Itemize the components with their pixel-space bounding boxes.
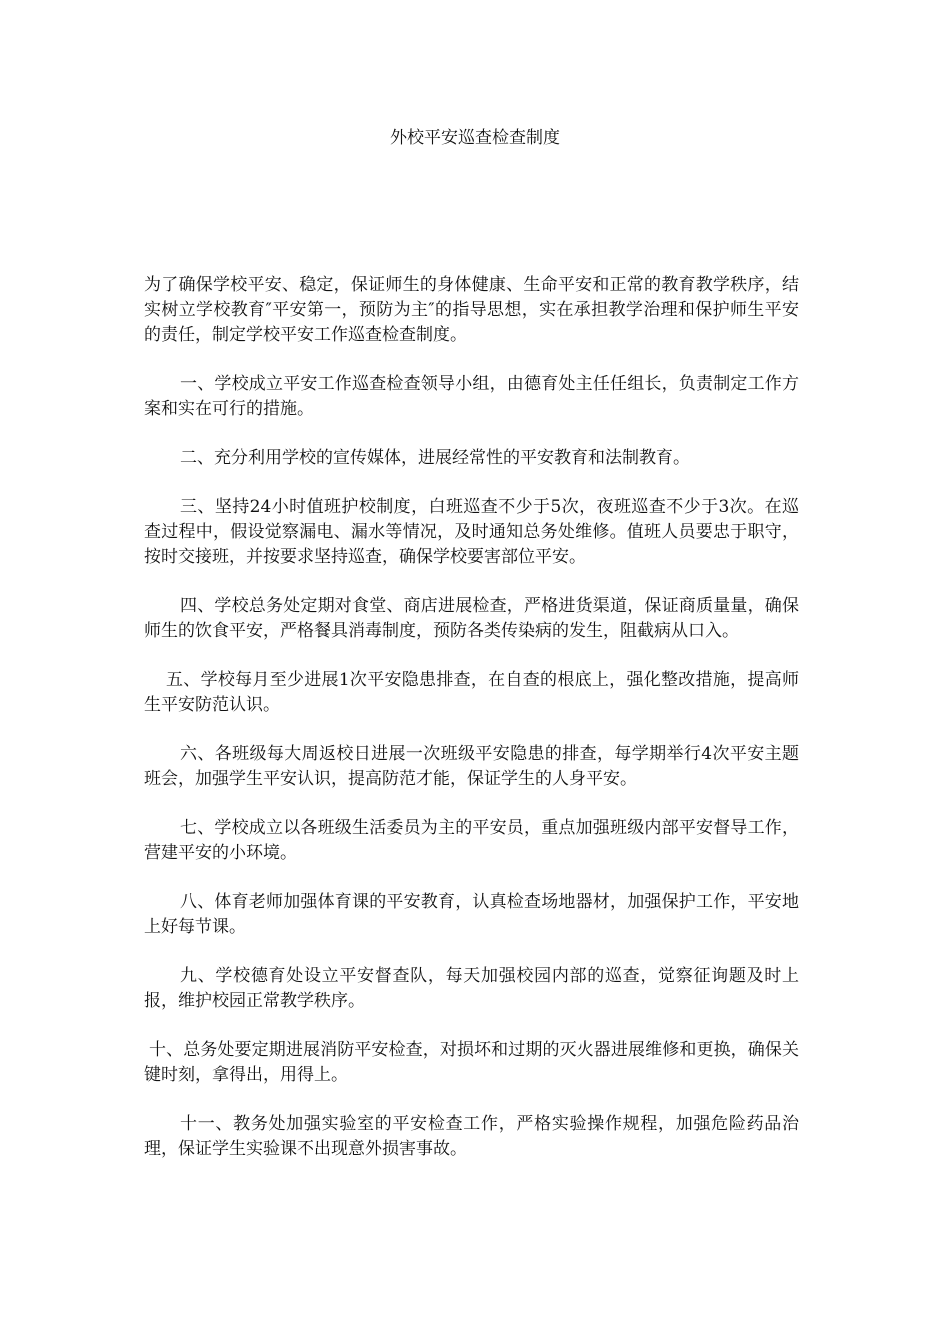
item-paragraph-5: 五、学校每月至少进展1次平安隐患排查，在自查的根底上，强化整改措施，提高师生平安防范认识。 (144, 670, 799, 715)
item-paragraph-4: 四、学校总务处定期对食堂、商店进展检查，严格进货渠道，保证商质量量，确保师生的饮食平安，严格餐具消毒制度，预防各类传染病的发生，阻截病从口入。 (144, 596, 799, 641)
item-paragraph-10: 十、总务处要定期进展消防平安检查，对损坏和过期的灭火器进展维修和更换，确保关键时刻，拿得出，用得上。 (144, 1040, 799, 1085)
item-paragraph-3: 三、坚持24小时值班护校制度，白班巡查不少于5次，夜班巡查不少于3次。在巡查过程中，假设觉察漏电、漏水等情况，及时通知总务处维修。值班人员要忠于职守，按时交接班，并按要求坚持巡查，确保学校要害部位平安。 (144, 497, 799, 567)
item-paragraph-1: 一、学校成立平安工作巡查检查领导小组，由德育处主任任组长，负责制定工作方案和实在可行的措施。 (144, 374, 799, 419)
item-paragraph-2: 二、充分利用学校的宣传媒体，进展经常性的平安教育和法制教育。 (180, 448, 690, 468)
item-paragraph-11: 十一、教务处加强实验室的平安检查工作，严格实验操作规程，加强危险药品治理，保证学生实验课不出现意外损害事故。 (144, 1114, 799, 1159)
item-paragraph-8: 八、体育老师加强体育课的平安教育，认真检查场地器材，加强保护工作，平安地上好每节课。 (144, 892, 799, 937)
document-body (144, 273, 799, 1186)
intro-paragraph: 为了确保学校平安、稳定，保证师生的身体健康、生命平安和正常的教育教学秩序，结实树立学校教育″平安第一，预防为主″的指导思想，实在承担教学治理和保护师生平安的责任，制定学校平安工作巡查检查制度。 (144, 275, 799, 345)
item-paragraph-9: 九、学校德育处设立平安督查队，每天加强校园内部的巡查，觉察征询题及时上报，维护校园正常教学秩序。 (144, 966, 799, 1011)
item-paragraph-7: 七、学校成立以各班级生活委员为主的平安员，重点加强班级内部平安督导工作，营建平安的小环境。 (144, 818, 799, 863)
item-paragraph-6: 六、各班级每大周返校日进展一次班级平安隐患的排查，每学期举行4次平安主题班会，加强学生平安认识，提高防范才能，保证学生的人身平安。 (144, 744, 799, 789)
document-title: 外校平安巡查检查制度 (390, 128, 560, 148)
